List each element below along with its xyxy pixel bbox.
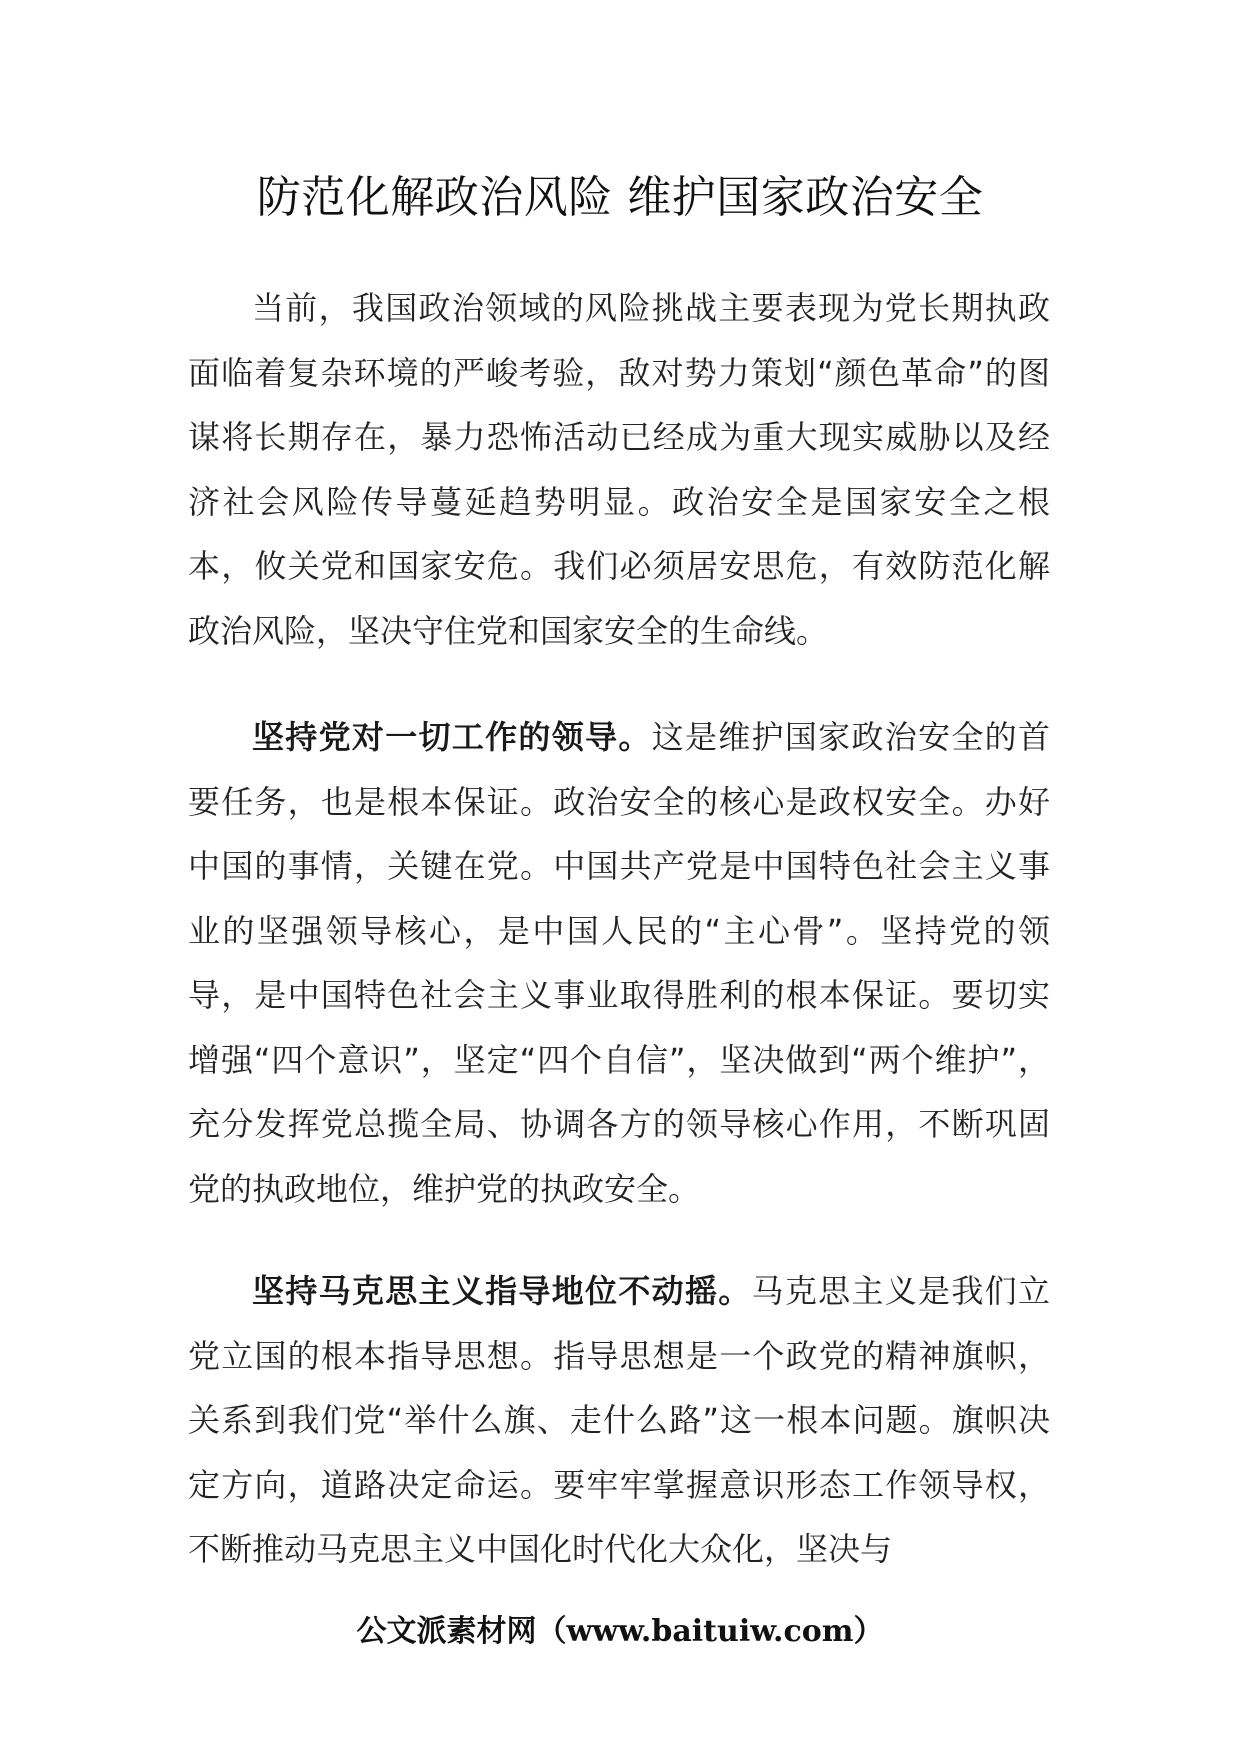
paragraph-marxism-guidance-heading: 坚持马克思主义指导地位不动摇。 (252, 1272, 752, 1310)
paragraph-party-leadership-heading: 坚持党对一切工作的领导。 (252, 718, 652, 756)
paragraph-marxism-guidance-text: 马克思主义是我们立党立国的根本指导思想。指导思想是一个政党的精神旗帜，关系到我们党“举什么旗、走什么路”这一根本问题。旗帜决定方向，道路决定命运。要牢牢掌握意识形态工作领导权，不断推动马克思主义中国化时代化大众化，坚决与 (188, 1272, 1050, 1568)
paragraph-intro-text: 当前，我国政治领域的风险挑战主要表现为党长期执政面临着复杂环境的严峻考验，敌对势力策划“颜色革命”的图谋将长期存在，暴力恐怖活动已经成为重大现实威胁以及经济社会风险传导蔓延趋势明显。政治安全是国家安全之根本，攸关党和国家安危。我们必须居安思危，有效防范化解政治风险，坚决守住党和国家安全的生命线。 (188, 289, 1050, 650)
document-title: 防范化解政治风险 维护国家政治安全 (256, 172, 984, 223)
source-footer: 公文派素材网（www.baituiw.com） (356, 1614, 884, 1649)
paragraph-marxism-guidance (188, 1259, 1050, 1582)
paragraph-party-leadership (188, 705, 1050, 1221)
paragraph-party-leadership-text: 这是维护国家政治安全的首要任务，也是根本保证。政治安全的核心是政权安全。办好中国的事情，关键在党。中国共产党是中国特色社会主义事业的坚强领导核心，是中国人民的“主心骨”。坚持党的领导，是中国特色社会主义事业取得胜利的根本保证。要切实增强“四个意识”，坚定“四个自信”，坚决做到“两个维护”，充分发挥党总揽全局、协调各方的领导核心作用，不断巩固党的执政地位，维护党的执政安全。 (188, 718, 1050, 1208)
paragraph-intro (188, 276, 1050, 663)
